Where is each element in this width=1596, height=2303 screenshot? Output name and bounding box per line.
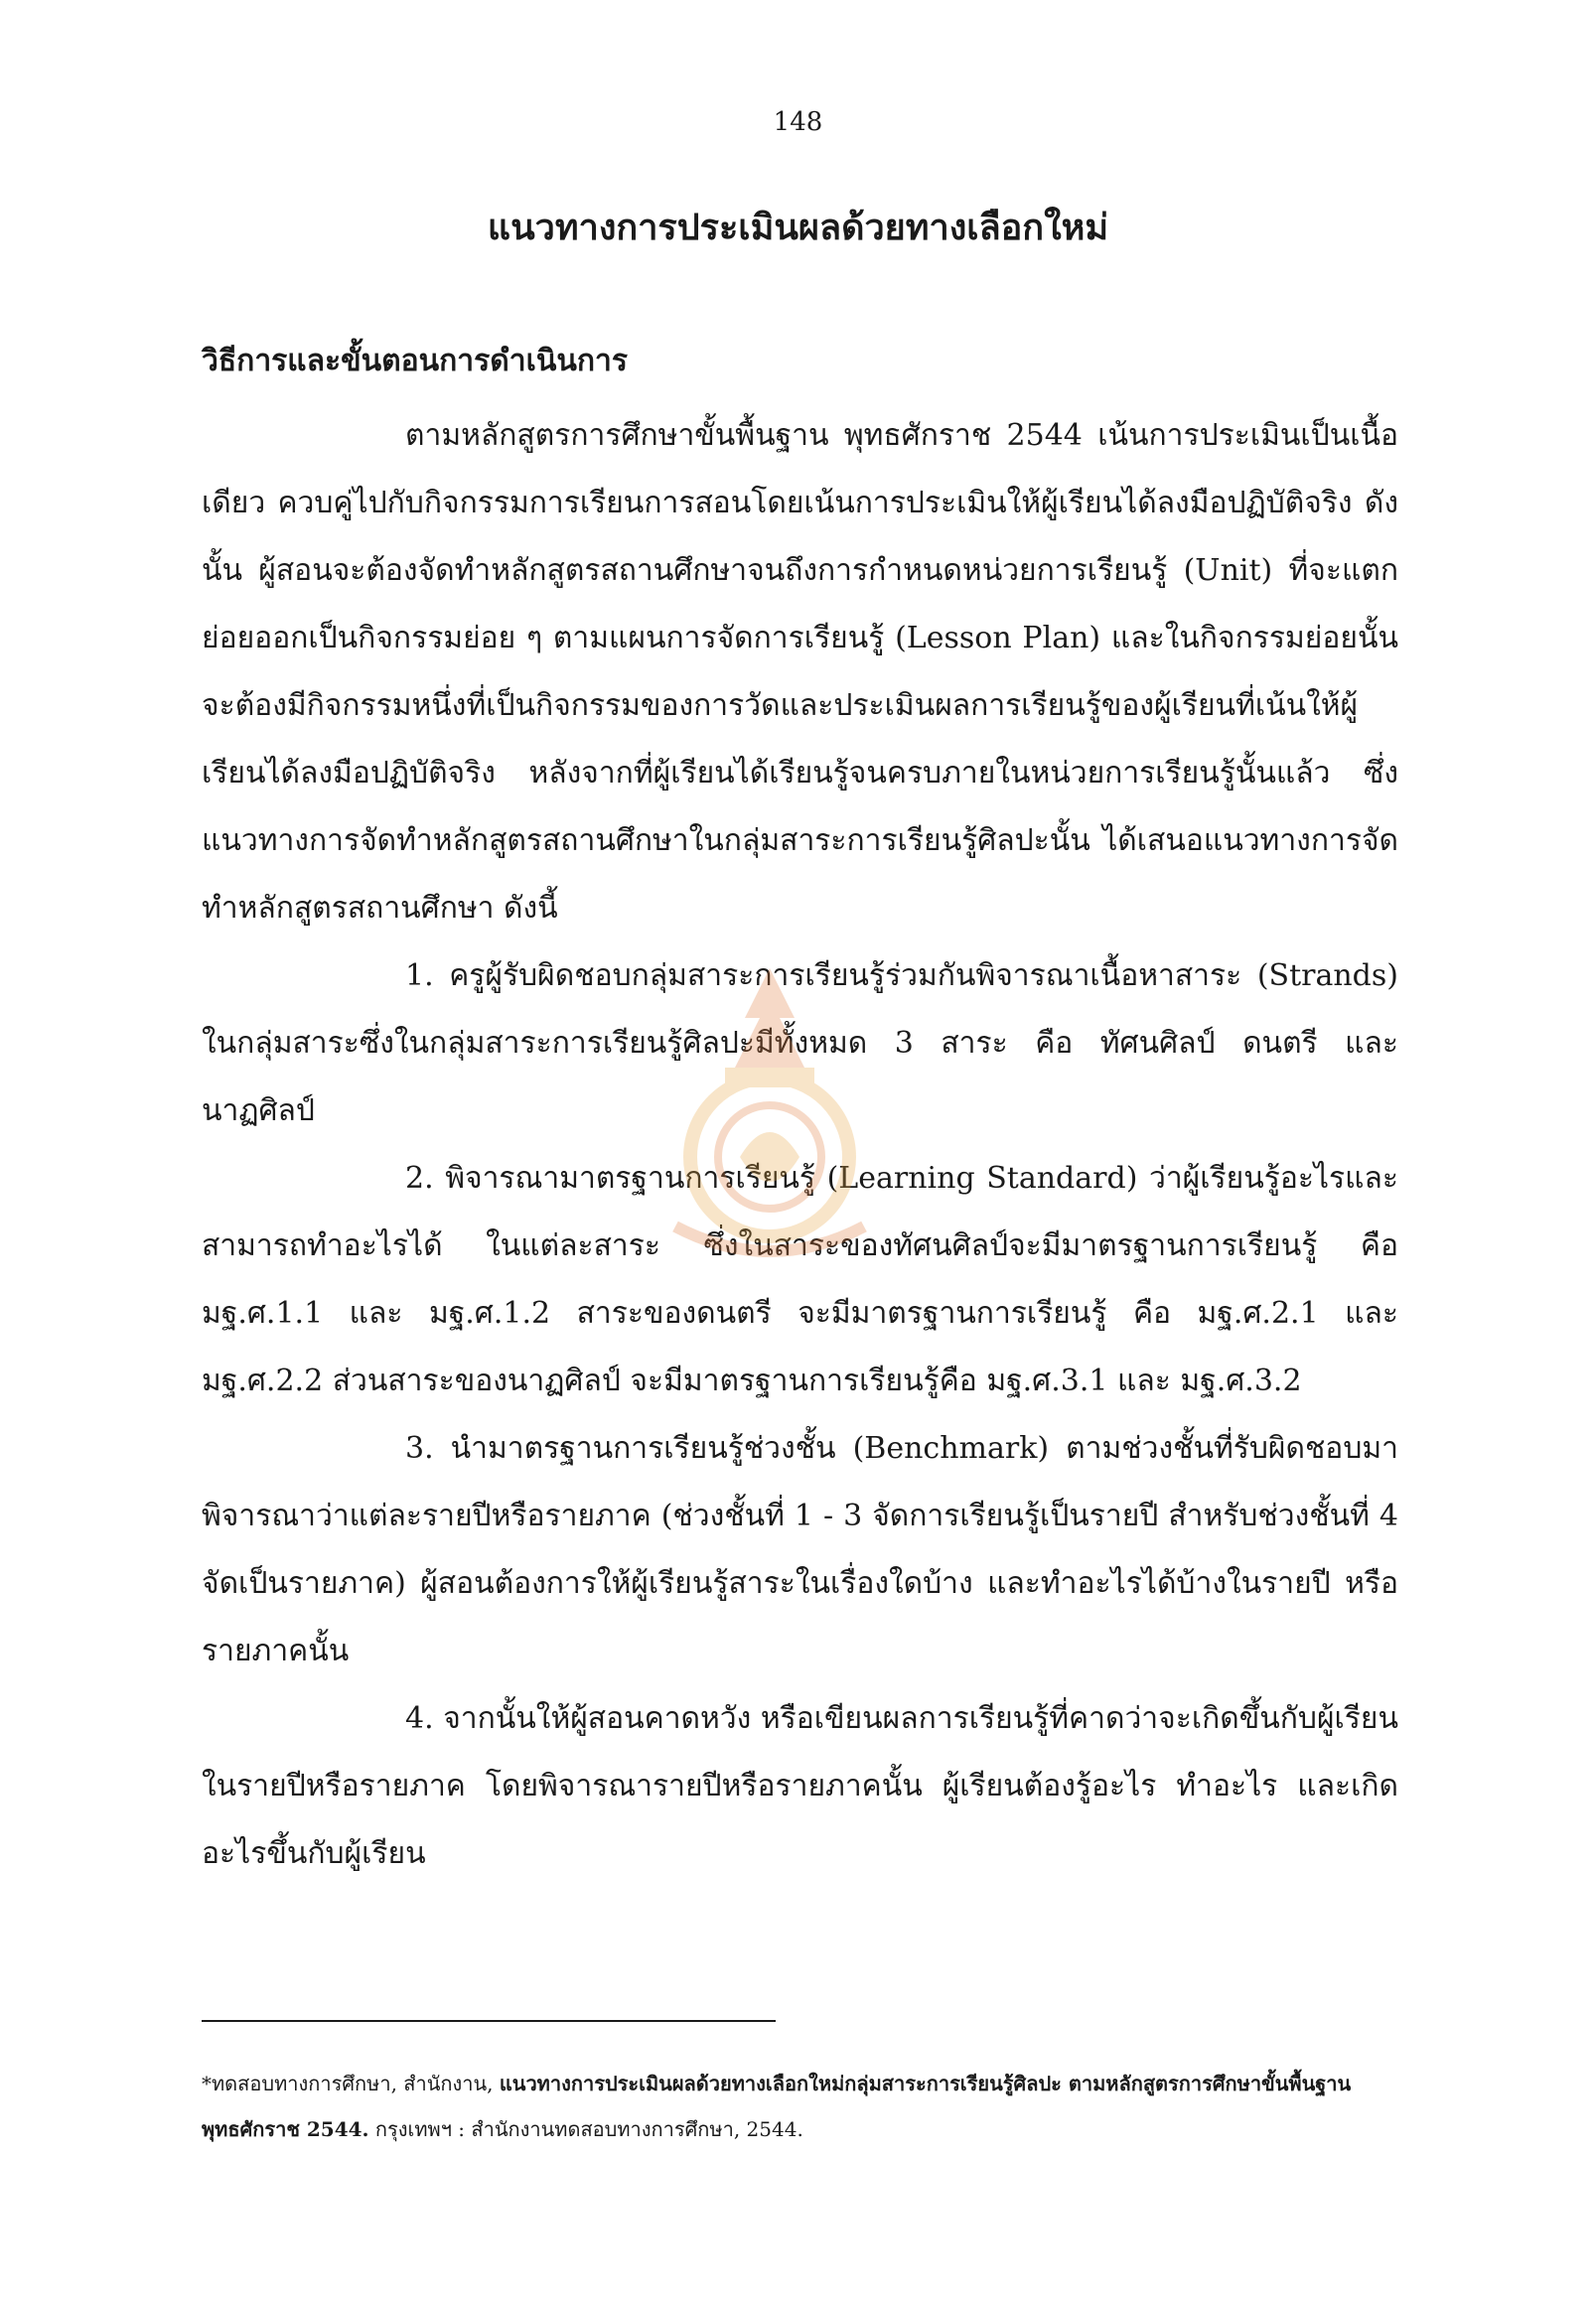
intro-paragraph: ตามหลักสูตรการศึกษาขั้นพื้นฐาน พุทธศักราช 2544 เน้นการประเมินเป็นเนื้อเดียว ควบคู่ไปกับกิจกรรมการเรียนการสอนโดยเน้นการประเมินให้ผู้เรียนได้ลงมือปฏิบัติจริง ดังนั้น ผู้สอนจะต้องจัดทำหลักสูตรสถานศึกษาจนถึงการกำหนดหน่วยการเรียนรู้ (Unit) ที่จะแตกย่อยออกเป็นกิจกรรมย่อย ๆ ตามแผนการจัดการเรียนรู้ (Lesson Plan) และในกิจกรรมย่อยนั้นจะต้องมีกิจกรรมหนึ่งที่เป็นกิจกรรมของการวัดและประเมินผลการเรียนรู้ของผู้เรียนที่เน้นให้ผู้เรียนได้ลงมือปฏิบัติจริง หลังจากที่ผู้เรียนได้เรียนรู้จนครบภายในหน่วยการเรียนรู้นั้นแล้ว ซึ่งแนวทางการจัดทำหลักสูตรสถานศึกษาในกลุ่มสาระการเรียนรู้ศิลปะนั้น ได้เสนอแนวทางการจัดทำหลักสูตรสถานศึกษา ดังนี้ <box>202 418 1398 926</box>
footnote <box>202 2061 1398 2152</box>
list-item-2: 2. พิจารณามาตรฐานการเรียนรู้ (Learning Standard) ว่าผู้เรียนรู้อะไรและสามารถทำอะไรได้ ในแต่ละสาระ ซึ่งในสาระของทัศนศิลป์จะมีมาตรฐานการเรียนรู้ คือ มฐ.ศ.1.1 และ มฐ.ศ.1.2 สาระของดนตรี จะมีมาตรฐานการเรียนรู้ คือ มฐ.ศ.2.1 และ มฐ.ศ.2.2 ส่วนสาระของนาฏศิลป์ จะมีมาตรฐานการเรียนรู้คือ มฐ.ศ.3.1 และ มฐ.ศ.3.2 <box>202 1161 1398 1398</box>
footnote-title: แนวทางการประเมินผลด้วยทางเลือกใหม่กลุ่มสาระการเรียนรู้ศิลปะ ตามหลักสูตรการศึกษาขั้นพื้นฐาน พุทธศักราช 2544. <box>202 2072 1352 2141</box>
page-title: แนวทางการประเมินผลด้วยทางเลือกใหม่ <box>487 207 1109 248</box>
footnote-author: *ทดสอบทางการศึกษา, สำนักงาน, <box>202 2072 494 2095</box>
emblem-watermark-icon <box>646 958 894 1286</box>
page-number: 148 <box>773 107 823 137</box>
footnote-publisher: กรุงเทพฯ : สำนักงานทดสอบทางการศึกษา, 2544. <box>374 2117 803 2141</box>
footnote-divider <box>202 2020 776 2022</box>
list-item-1: 1. ครูผู้รับผิดชอบกลุ่มสาระการเรียนรู้ร่วมกันพิจารณาเนื้อหาสาระ (Strands) ในกลุ่มสาระซึ่งในกลุ่มสาระการเรียนรู้ศิลปะมีทั้งหมด 3 สาระ คือ ทัศนศิลป์ ดนตรี และนาฏศิลป์ <box>202 958 1398 1128</box>
list-item-4: 4. จากนั้นให้ผู้สอนคาดหวัง หรือเขียนผลการเรียนรู้ที่คาดว่าจะเกิดขึ้นกับผู้เรียนในรายปีหรือรายภาค โดยพิจารณารายปีหรือรายภาคนั้น ผู้เรียนต้องรู้อะไร ทำอะไร และเกิดอะไรขึ้นกับผู้เรียน <box>202 1701 1398 1871</box>
list-item-3: 3. นำมาตรฐานการเรียนรู้ช่วงชั้น (Benchmark) ตามช่วงชั้นที่รับผิดชอบมาพิจารณาว่าแต่ละรายปีหรือรายภาค (ช่วงชั้นที่ 1 - 3 จัดการเรียนรู้เป็นรายปี สำหรับช่วงชั้นที่ 4 จัดเป็นรายภาค) ผู้สอนต้องการให้ผู้เรียนรู้สาระในเรื่องใดบ้าง และทำอะไรได้บ้างในรายปี หรือรายภาคนั้น <box>202 1431 1398 1668</box>
section-heading: วิธีการและขั้นตอนการดำเนินการ <box>202 344 628 378</box>
